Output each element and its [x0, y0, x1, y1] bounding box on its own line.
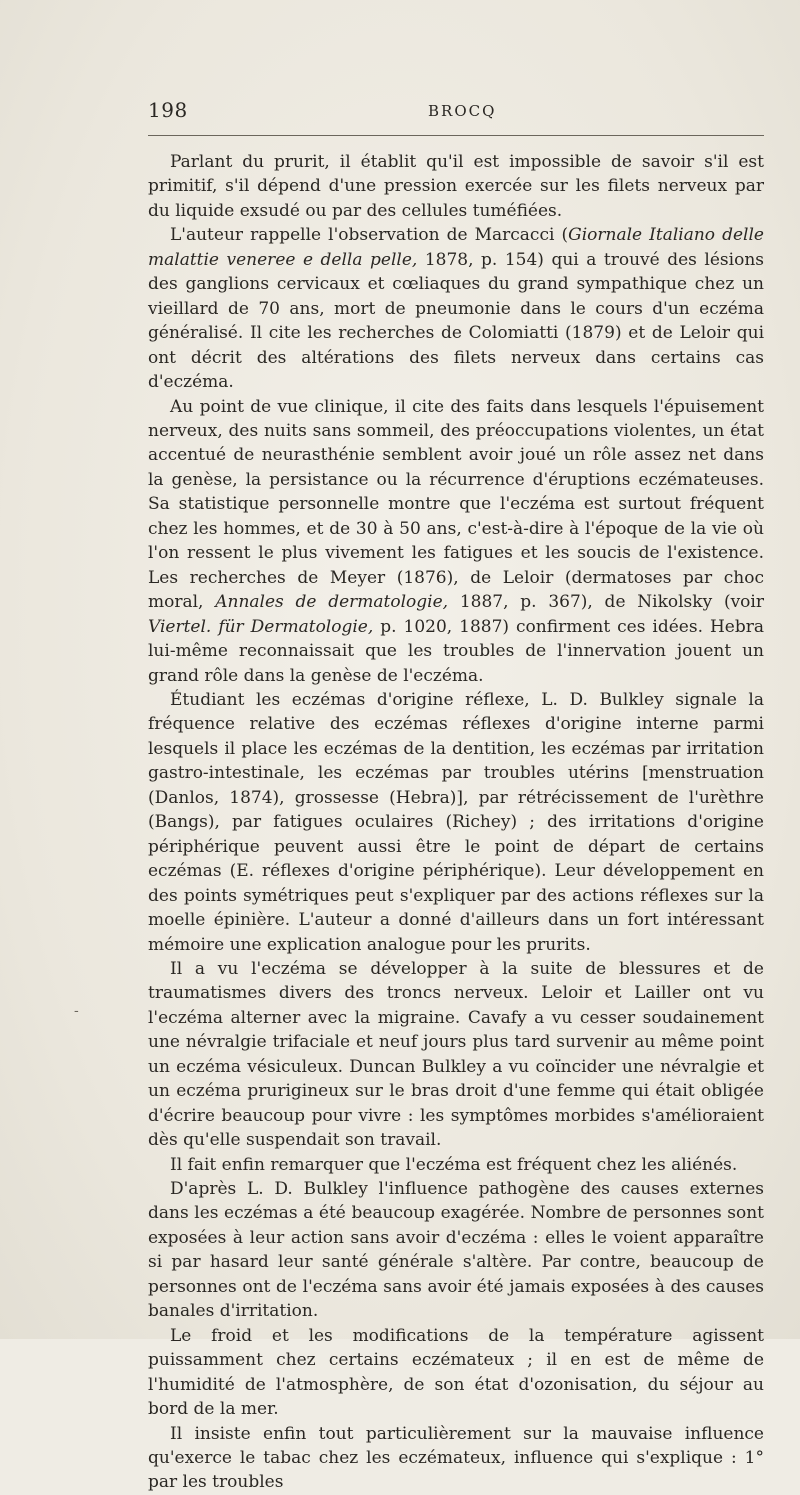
- paragraph-traumatismes: Il a vu l'eczéma se développer à la suite de blessures et de traumatismes divers des troncs nerveux. Leloir et Lailler ont vu l'eczéma alterner avec la migraine. Cavafy a vu cesser soudainement une névralgie trifaciale et neuf jours plus tard survenir au même point un eczéma vésiculeux. Duncan Bulkley a vu coïncider une névralgie et un eczéma prurigineux sur le bras droit d'une femme qui était obligée d'écrire beaucoup pour vivre : les symptômes morbides s'amélioraient dès qu'elle suspendait son travail.: [148, 958, 764, 1151]
- paragraph-alienes: Il fait enfin remarquer que l'eczéma est fréquent chez les aliénés.: [170, 1154, 738, 1175]
- paragraph-reflexe: Étudiant les eczémas d'origine réflexe, L. D. Bulkley signale la fréquence relative des eczémas réflexes d'origine interne parmi lesquels il place les eczémas de la dentition, les eczémas par irritation gastro-intestinale, les eczémas par troubles utérins [menstruation (Danlos, 1874), grossesse (Hebra)], par rétrécissement de l'urèthre (Bangs), par fatigues oculaires (Richey) ; des irritations d'origine périphérique peuvent aussi être le point de départ de certains eczémas (E. réflexes d'origine périphérique). Leur développement en des points symétriques peut s'expliquer par des actions réflexes sur la moelle épinière. L'auteur a donné d'ailleurs dans un fort intéressant mémoire une explication analogue pour les prurits.: [148, 689, 764, 955]
- page-number: 198: [148, 98, 188, 122]
- paragraph-clinique: Au point de vue clinique, il cite des faits dans lesquels l'épuisement nerveux, des nuits sans sommeil, des préoccupations violentes, un état accentué de neurasthénie semblent avoir joué un rôle assez net dans la genèse, la persistance ou la récurrence d'éruptions eczémateuses. Sa statistique personnelle montre que l'eczéma est surtout fréquent chez les hommes, et de 30 à 50 ans, c'est-à-dire à l'époque de la vie où l'on ressent le plus vivement les fatigues et les soucis de l'existence. Les recherches de Meyer (1876), de Leloir (dermatoses par choc moral, Annales de dermatologie, 1887, p. 367), de Nikolsky (voir Viertel. für Dermatologie, p. 1020, 1887) confirment ces idées. Hebra lui-même reconnaissait que les troubles de l'innervation jouent un grand rôle dans la genèse de l'eczéma.: [148, 396, 764, 686]
- journal-title: Giornale Italiano delle malattie veneree e della pelle,: [148, 225, 764, 270]
- header-rule: [148, 135, 764, 136]
- body-text: [148, 150, 764, 1495]
- journal-title: Viertel. für Dermatologie,: [148, 616, 374, 637]
- paragraph-tabac: Il insiste enfin tout particulièrement sur la mauvaise influence qu'exerce le tabac chez les eczémateux, influence qui s'explique : 1° par les troubles: [148, 1423, 764, 1493]
- paragraph-froid: Le froid et les modifications de la température agissent puissamment chez certains eczémateux ; il en est de même de l'humidité de l'atmosphère, de son état d'ozonisation, du séjour au bord de la mer.: [148, 1325, 764, 1420]
- page-header: [148, 98, 764, 128]
- paragraph-prurit: Parlant du prurit, il établit qu'il est impossible de savoir s'il est primitif, s'il dépend d'une pression exercée sur les filets nerveux par du liquide exsudé ou par des cellules tuméfiées.: [148, 152, 764, 221]
- paragraph-causes-externes: D'après L. D. Bulkley l'influence pathogène des causes externes dans les eczémas a été beaucoup exagérée. Nombre de personnes sont exposées à leur action sans avoir d'eczéma : elles le voient apparaître si par hasard leur santé générale s'altère. Par contre, beaucoup de personnes ont de l'eczéma sans avoir été jamais exposées à des causes banales d'irritation.: [148, 1179, 764, 1322]
- paragraph-marcacci: L'auteur rappelle l'observation de Marcacci (Giornale Italiano delle malattie veneree e della pelle, 1878, p. 154) qui a trouvé des lésions des ganglions cervicaux et cœliaques du grand sympathique chez un vieillard de 70 ans, mort de pneumonie dans le cours d'un eczéma généralisé. Il cite les recherches de Colomiatti (1879) et de Leloir qui ont décrit des altérations des filets nerveux dans certains cas d'eczéma.: [148, 225, 764, 393]
- running-head: BROCQ: [428, 102, 497, 120]
- margin-mark: -: [74, 1003, 79, 1019]
- journal-title: Annales de dermatologie,: [215, 592, 449, 613]
